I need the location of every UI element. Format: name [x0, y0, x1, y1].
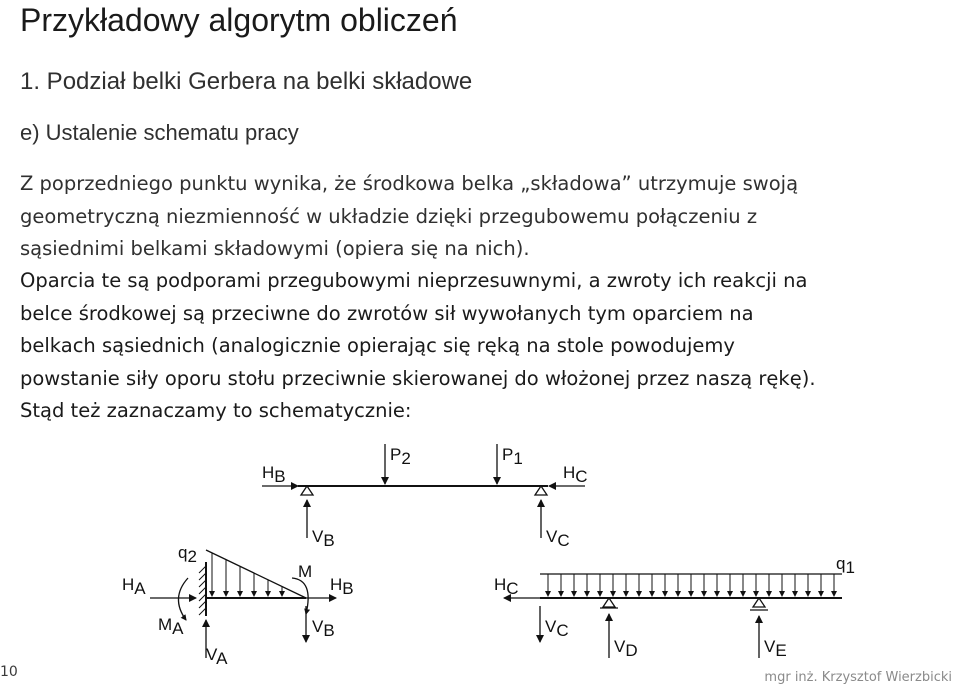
paragraph-1 [20, 168, 798, 266]
fixed-support-hatching [199, 566, 206, 615]
label-m: M [298, 562, 313, 581]
label-vc-middle: VC [546, 527, 570, 550]
support-d [603, 598, 615, 607]
author-credit: mgr inż. Krzysztof Wierzbicki [764, 670, 952, 685]
label-hc-middle: HC [563, 463, 588, 486]
hinge-support-c [535, 486, 547, 495]
slide-title: Przykładowy algorytm obliczeń [20, 2, 458, 38]
label-vd: VD [614, 637, 638, 660]
paragraph-2-line: belce środkowej są przeciwne do zwrotów sił wywołanych tym oparciem na [20, 301, 754, 325]
uniform-load-q1-arrows [548, 574, 834, 596]
paragraph-2 [20, 265, 816, 428]
label-q1: q1 [836, 554, 855, 577]
page-number: 10 [0, 664, 18, 680]
label-p1: P1 [502, 445, 523, 468]
paragraph-2-line: powstanie siły oporu stołu przeciwnie skierowanej do włożonej przez naszą rękę). [20, 366, 816, 390]
paragraph-1-line: Z poprzedniego punktu wynika, że środkowa belka „składowa” utrzymuje swoją [20, 172, 799, 195]
moment-ma-arc [178, 578, 188, 620]
left-beam-group [122, 543, 354, 668]
hinge-support-b [301, 486, 313, 495]
paragraph-1-line: sąsiednimi belkami składowymi (opiera się na nich). [20, 237, 530, 260]
triangular-load-arrows [212, 553, 282, 596]
label-hc-right: HC [494, 575, 519, 598]
paragraph-1-line: geometryczną niezmienność w układzie dzięki przegubowemu połączeniu z [20, 204, 758, 228]
label-vb-middle: VB [312, 527, 335, 550]
label-vb-left: VB [312, 617, 335, 640]
right-beam-group [494, 554, 855, 660]
section-heading: 1. Podział belki Gerbera na belki składowe [20, 68, 473, 95]
label-ma: MA [158, 615, 184, 638]
middle-beam-group [262, 444, 588, 550]
label-va: VA [206, 645, 228, 668]
label-p2: P2 [390, 445, 411, 468]
paragraph-2-line: Stąd też zaznaczamy to schematycznie: [20, 399, 412, 422]
support-e [753, 598, 765, 607]
paragraph-2-line: Oparcia te są podporami przegubowymi nieprzesuwnymi, a zwroty ich reakcji na [20, 269, 808, 292]
label-vc-right: VC [545, 617, 569, 640]
label-hb-left: HB [330, 575, 354, 598]
label-ve: VE [764, 637, 787, 660]
label-q2: q2 [178, 543, 197, 566]
paragraph-2-line: belkach sąsiednich (analogicznie opierając się ręką na stole powodujemy [20, 334, 735, 357]
subsection-heading: e) Ustalenie schematu pracy [20, 120, 299, 145]
beam-schematic-diagram [0, 430, 960, 670]
label-ha: HA [122, 575, 146, 598]
label-hb-middle: HB [262, 463, 286, 486]
triangular-load-q2 [206, 550, 306, 598]
